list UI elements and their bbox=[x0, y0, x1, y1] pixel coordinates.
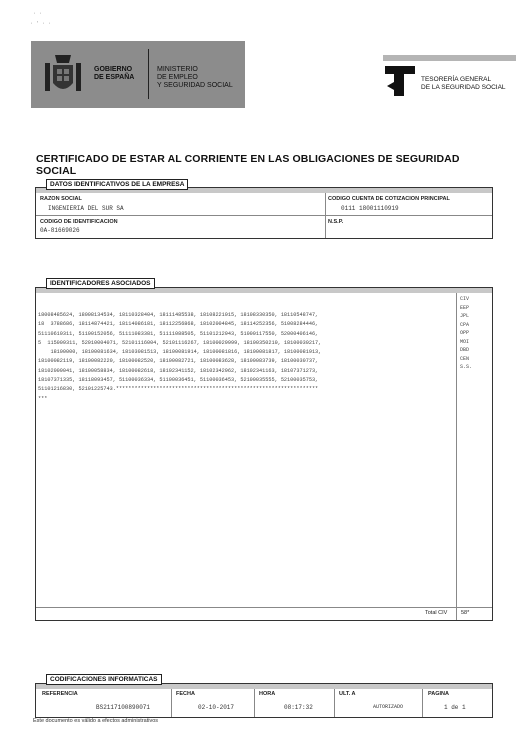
identificador-row: 18100000, 18100081634, 18103081513, 18100081914, 18100081816, 18100081817, 18100081913, bbox=[38, 349, 322, 356]
ccc-value: 0111 18001110919 bbox=[341, 205, 399, 212]
tgss-label: TESORERÍA GENERAL DE LA SEGURIDAD SOCIAL bbox=[421, 76, 506, 91]
ult-value: AUTORIZADO bbox=[373, 704, 404, 710]
code-item: CPA bbox=[460, 321, 470, 328]
hora-label: HORA bbox=[259, 691, 276, 697]
logo-divider bbox=[148, 49, 149, 99]
code-item: CIV bbox=[460, 296, 470, 302]
cif-value: 0A-81669026 bbox=[40, 227, 80, 234]
codificaciones-box bbox=[35, 683, 493, 718]
gobierno-label: GOBIERNO DE ESPAÑA bbox=[94, 66, 135, 81]
code-item: S.S. bbox=[460, 364, 473, 370]
cif-label: CODIGO DE IDENTIFICACION bbox=[40, 219, 118, 225]
identificador-row: 18008485624, 18008134534, 18110328404, 18111485538, 18108221015, 18108330350, 18110548747, bbox=[38, 312, 319, 318]
document-title: CERTIFICADO DE ESTAR AL CORRIENTE EN LAS OBLIGACIONES DE SEGURIDAD SOCIAL bbox=[36, 153, 460, 177]
government-logo-block bbox=[31, 41, 245, 108]
identificadores-section-header: IDENTIFICADORES ASOCIADOS bbox=[46, 278, 155, 289]
code-item: DBD bbox=[460, 347, 470, 353]
ministerio-label: MINISTERIO DE EMPLEO Y SEGURIDAD SOCIAL bbox=[157, 66, 233, 89]
pagina-label: PAGINA bbox=[428, 691, 449, 697]
tgss-header-band bbox=[383, 55, 516, 61]
identificador-row: 18107371335, 18118093457, 51100036334, 51100036451, 51100036453, 52100035555, 52100035753, bbox=[38, 377, 319, 384]
identificadores-codes bbox=[460, 295, 488, 372]
ult-label: ULT. A bbox=[339, 691, 356, 697]
fecha-value: 02-10-2017 bbox=[198, 704, 235, 711]
razon-social-label: RAZON SOCIAL bbox=[40, 196, 82, 202]
razon-social-value: INGENIERIA DEL SUR SA bbox=[48, 205, 124, 212]
code-item: MOI bbox=[460, 338, 470, 345]
referencia-label: REFERENCIA bbox=[42, 691, 78, 697]
tgss-logo-icon bbox=[383, 64, 417, 98]
code-item: CEN bbox=[460, 355, 470, 362]
code-item: JPL bbox=[460, 313, 470, 319]
empresa-box bbox=[35, 187, 493, 239]
identificador-row: 18 3788686, 18114874421, 18114086181, 18112256868, 18102004845, 18114252356, 51008284446, bbox=[38, 321, 319, 328]
code-item: EEP bbox=[460, 304, 470, 311]
referencia-value: BS2117100890071 bbox=[96, 704, 151, 711]
identificador-row: 18102009041, 18100058834, 18100082618, 18102341152, 18102342962, 18102341163, 18107371273, bbox=[38, 367, 319, 374]
total-value: 58* bbox=[461, 610, 470, 616]
code-item: OPP bbox=[460, 330, 470, 336]
identificador-row: *** bbox=[38, 395, 48, 402]
empresa-section-header: DATOS IDENTIFICATIVOS DE LA EMPRESA bbox=[46, 179, 188, 190]
identificador-row: 51110610311, 51100152056, 51111083381, 51111088505, 51101212943, 51000117550, 52000406146, bbox=[38, 330, 319, 337]
royal-crest-icon bbox=[43, 51, 83, 97]
hora-value: 08:17:32 bbox=[284, 704, 313, 711]
identificador-row: 51101216830, 52101225743.***************************************************************** bbox=[38, 386, 319, 393]
fecha-label: FECHA bbox=[176, 691, 195, 697]
pagina-value: 1 de 1 bbox=[444, 704, 466, 711]
codificaciones-section-header: CODIFICACIONES INFORMATICAS bbox=[46, 674, 162, 685]
identificadores-list bbox=[38, 311, 452, 404]
identificador-row: 5 115009311, 52010004071, 52101116004, 52101116267, 18100029999, 18100350210, 18100030217, bbox=[38, 339, 322, 346]
identificador-row: 18100082119, 18100082220, 18100082520, 18100082721, 18100083628, 18100083739, 18100030737, bbox=[38, 358, 319, 365]
nsp-label: N.S.P. bbox=[328, 219, 344, 225]
ccc-label: CODIGO CUENTA DE COTIZACION PRINCIPAL bbox=[328, 196, 450, 202]
footer-note: Este documento es válido a efectos administrativos bbox=[33, 718, 159, 724]
total-label: Total CIV bbox=[425, 610, 448, 616]
